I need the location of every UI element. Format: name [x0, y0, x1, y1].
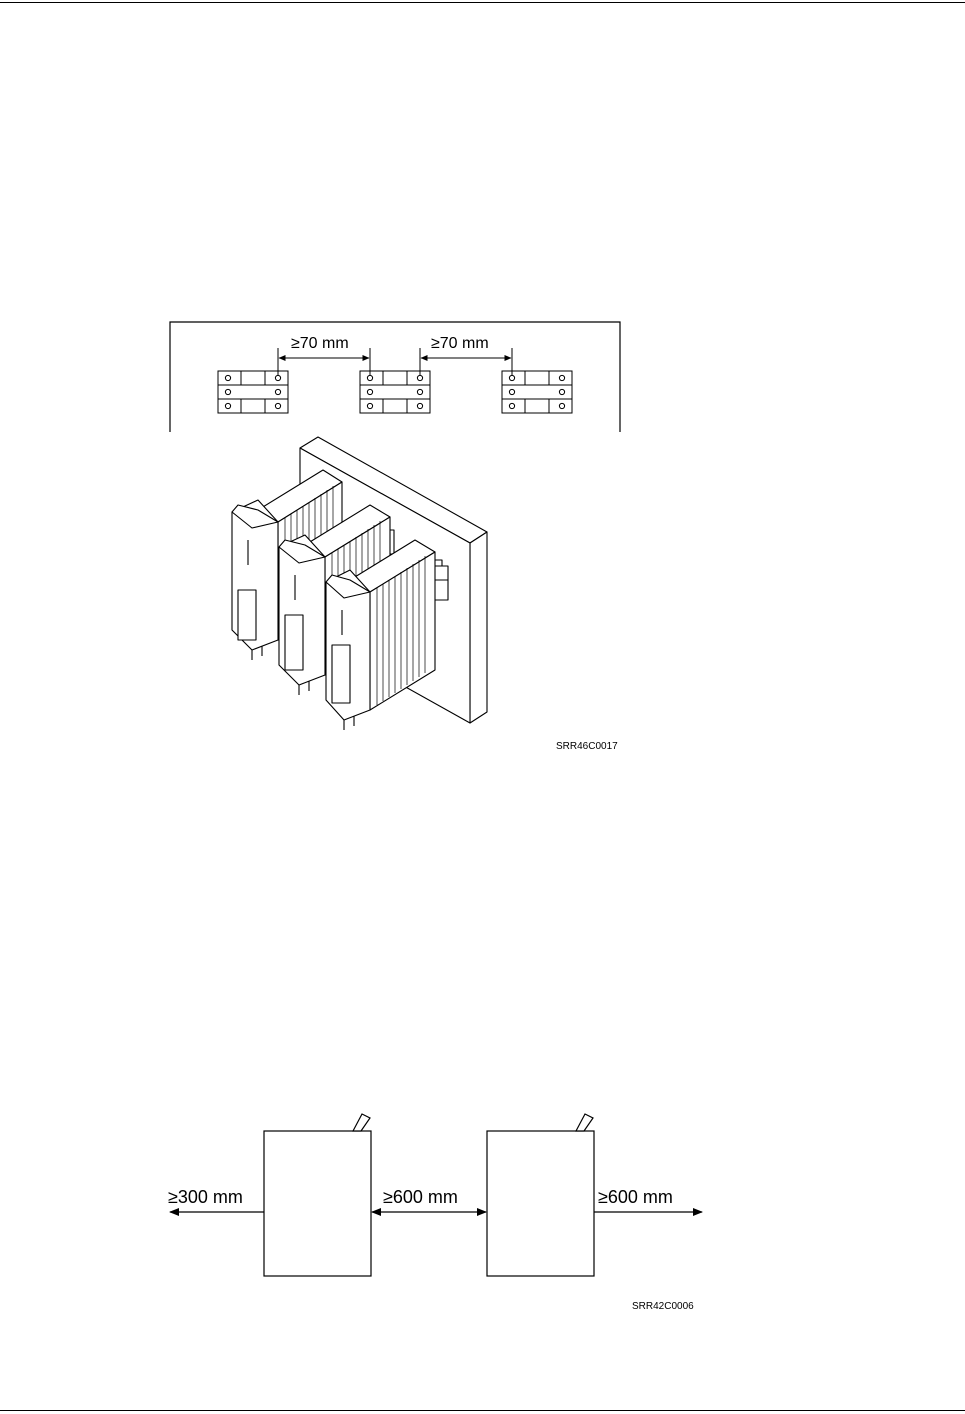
- cabinet-right: [487, 1114, 594, 1276]
- spacing-label-right: ≥70 mm: [431, 335, 489, 352]
- wall-mounted-units-illustration: [232, 437, 487, 730]
- spacing-label-left: ≥70 mm: [291, 335, 349, 352]
- mounting-bracket-2: [360, 371, 430, 413]
- mounting-bracket-3: [502, 371, 572, 413]
- figure-code-2: SRR42C0006: [632, 1301, 694, 1312]
- clearance-diagram: [168, 1114, 702, 1276]
- cabinet-left: [264, 1114, 371, 1276]
- clearance-label-left: ≥300 mm: [168, 1187, 243, 1207]
- clearance-label-middle: ≥600 mm: [383, 1187, 458, 1207]
- bracket-spacing-diagram: [170, 322, 620, 432]
- figure-code-1: SRR46C0017: [556, 741, 618, 752]
- mounting-bracket-1: [218, 371, 288, 413]
- clearance-label-right: ≥600 mm: [598, 1187, 673, 1207]
